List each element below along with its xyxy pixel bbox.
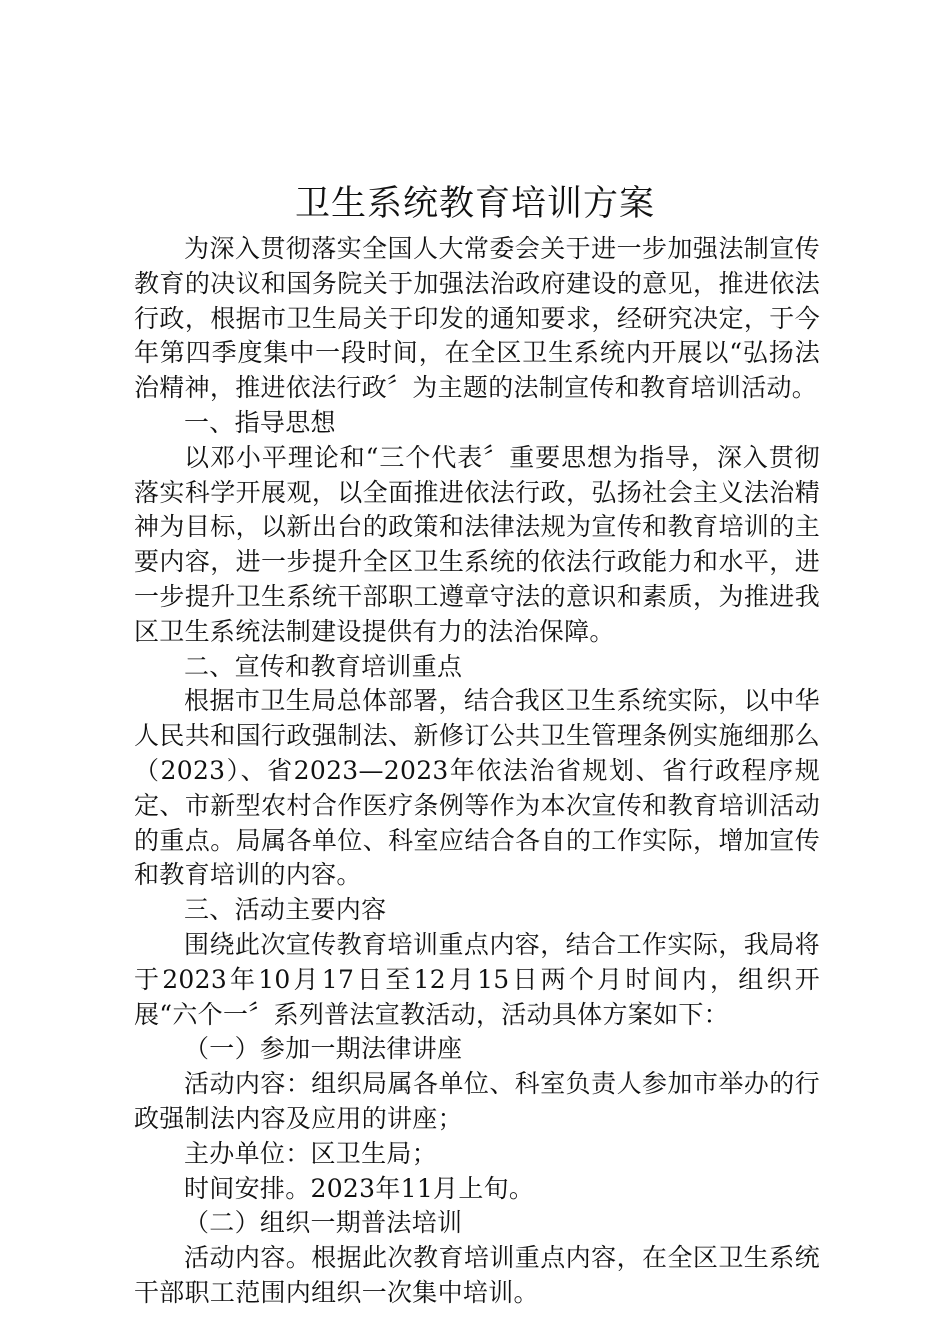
section-heading-activities: 三、活动主要内容 — [184, 895, 387, 925]
subheading-training: （二）组织一期普法培训 — [184, 1208, 463, 1238]
subheading-lecture: （一）参加一期法律讲座 — [184, 1034, 463, 1064]
training-content-paragraph: 活动内容。根据此次教育培训重点内容，在全区卫生系统干部职工范围内组织一次集中培训。 — [134, 1243, 820, 1307]
lecture-organizer-line: 主办单位：区卫生局； — [184, 1138, 438, 1168]
document-title: 卫生系统教育培训方案 — [294, 184, 655, 224]
activities-paragraph: 围绕此次宣传教育培训重点内容，结合工作实际，我局将于2023年10月17日至12月15日两个月时间内，组织开展“六个一〞系列普法宣教活动，活动具体方案如下： — [134, 929, 820, 1029]
guiding-thought-paragraph: 以邓小平理论和“三个代表〞重要思想为指导，深入贯彻落实科学开展观，以全面推进依法行政，弘扬社会主义法治精神为目标，以新出台的政策和法律法规为宣传和教育培训的主要内容，进一步提升全区卫生系统的依法行政能力和水平，进一步提升卫生系统干部职工遵章守法的意识和素质，为推进我区卫生系统法制建设提供有力的法治保障。 — [134, 442, 820, 646]
intro-paragraph: 为深入贯彻落实全国人大常委会关于进一步加强法制宣传教育的决议和国务院关于加强法治政府建设的意见，推进依法行政，根据市卫生局关于印发的通知要求，经研究决定，于今年第四季度集中一段时间，在全区卫生系统内开展以“弘扬法治精神，推进依法行政〞为主题的法制宣传和教育培训活动。 — [134, 234, 820, 403]
section-heading-focus: 二、宣传和教育培训重点 — [184, 651, 463, 681]
section-heading-guiding-thought: 一、指导思想 — [184, 407, 336, 437]
lecture-schedule-line: 时间安排。2023年11月上旬。 — [184, 1173, 535, 1203]
focus-paragraph: 根据市卫生局总体部署，结合我区卫生系统实际，以中华人民共和国行政强制法、新修订公共卫生管理条例实施细那么（2023）、省2023—2023年依法治省规划、省行政程序规定、市新型农村合作医疗条例等作为本次宣传和教育培训活动的重点。局属各单位、科室应结合各自的工作实际，增加宣传和教育培训的内容。 — [134, 686, 820, 890]
document-body — [134, 232, 820, 1311]
lecture-content-paragraph: 活动内容：组织局属各单位、科室负责人参加市举办的行政强制法内容及应用的讲座； — [134, 1069, 820, 1133]
